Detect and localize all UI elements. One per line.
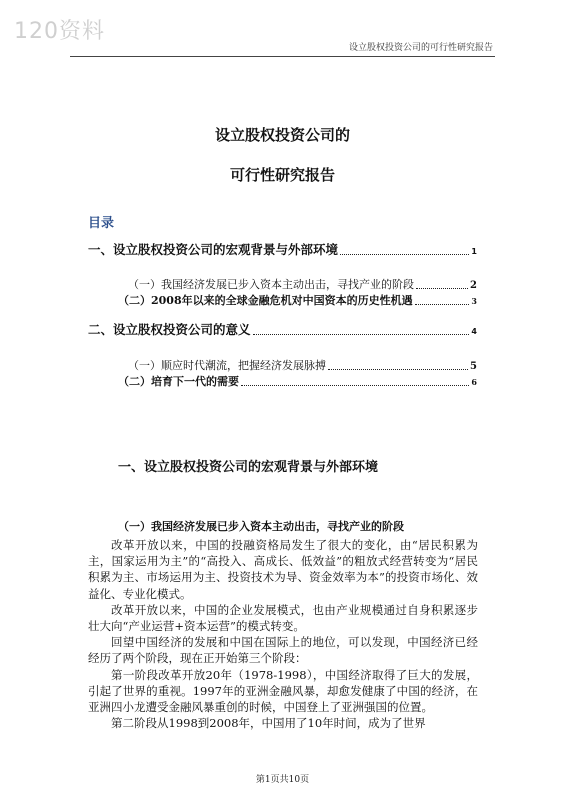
toc-page-number: 4 — [471, 327, 477, 336]
paragraph: 回望中国经济的发展和中国在国际上的地位，可以发现，中国经济已经经历了两个阶段，现在正开始第三个阶段： — [88, 635, 478, 666]
toc-leader-dots — [328, 369, 468, 370]
toc-page-number: 5 — [470, 361, 477, 372]
toc-leader-dots — [253, 334, 470, 335]
toc-page-number: 3 — [471, 296, 477, 306]
header-rule — [70, 56, 495, 57]
toc-entry-label: （一）顺应时代潮流，把握经济发展脉搏 — [128, 359, 326, 372]
toc-leader-dots — [241, 385, 469, 386]
toc-entry-3[interactable] — [118, 292, 477, 308]
toc-leader-dots — [415, 304, 470, 305]
toc-entry-1[interactable] — [88, 240, 477, 258]
toc-entry-5[interactable] — [128, 357, 477, 373]
toc-page-number: 1 — [471, 247, 477, 256]
toc-entry-label: 一、设立股权投资公司的宏观背景与外部环境 — [88, 242, 339, 257]
toc-entry-label: （二）培育下一代的需要 — [118, 375, 239, 388]
toc-entry-label: （一）我国经济发展已步入资本主动出击，寻找产业的阶段 — [128, 278, 414, 291]
toc-heading: 目录 — [88, 216, 115, 231]
toc-leader-dots — [340, 254, 469, 255]
document-title-line-1: 设立股权投资公司的 — [214, 126, 350, 144]
toc-leader-dots — [416, 288, 468, 289]
paragraph: 改革开放以来，中国的企业发展模式，也由产业规模通过自身积累逐步壮大向“产业运营+资本运营”的模式转变。 — [88, 602, 478, 634]
toc-entry-4[interactable] — [88, 320, 477, 338]
paragraph: 第一阶段改革开放20年（1978-1998），中国经济取得了巨大的发展，引起了世界的重视。1997年的亚洲金融风暴，却愈发健康了中国的经济，在亚洲四小龙遭受金融风暴重创的时候，中国登上了亚洲强国的位置。 — [88, 667, 478, 715]
body-text — [88, 537, 478, 731]
toc-entry-6[interactable] — [118, 373, 477, 389]
subsection-heading: （一）我国经济发展已步入资本主动出击，寻找产业的阶段 — [118, 520, 404, 533]
paragraph: 改革开放以来，中国的投融资格局发生了很大的变化，由“居民积累为主，国家运用为主”的“高投入、高成长、低效益”的粗放式经营转变为“居民积累为主、市场运用为主、投资技术为导、资金效率为本”的投资市场化、效益化、专业化模式。 — [88, 538, 478, 601]
watermark-logo: 120资料 — [14, 19, 105, 44]
toc-page-number: 2 — [470, 280, 477, 291]
toc-entry-label: （二）2008年以来的全球金融危机对中国资本的历史性机遇 — [118, 294, 413, 307]
running-header: 设立股权投资公司的可行性研究报告 — [348, 43, 493, 53]
document-title-line-2: 可行性研究报告 — [229, 166, 335, 184]
paragraph: 第二阶段从1998到2008年，中国用了10年时间，成为了世界 — [111, 716, 426, 731]
section-heading: 一、设立股权投资公司的宏观背景与外部环境 — [118, 460, 379, 475]
page-footer: 第1页共10页 — [255, 775, 310, 785]
toc-page-number: 6 — [471, 377, 477, 387]
toc-entry-2[interactable] — [128, 276, 477, 292]
toc-entry-label: 二、设立股权投资公司的意义 — [88, 322, 251, 337]
